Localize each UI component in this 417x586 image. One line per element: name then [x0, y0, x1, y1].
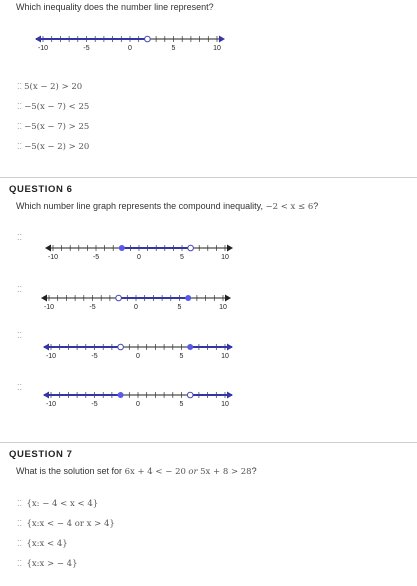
- number-line-graph-d: [42, 388, 234, 408]
- question-prompt: [16, 201, 318, 212]
- closed-point: [187, 344, 193, 350]
- tick-label: -5: [91, 353, 98, 360]
- tick-label: -10: [43, 304, 55, 311]
- closed-point: [119, 245, 125, 251]
- answer-option[interactable]: [17, 284, 24, 294]
- radio-icon[interactable]: ⁚⁚: [17, 82, 23, 91]
- radio-icon[interactable]: ⁚⁚: [17, 331, 23, 340]
- tick-label: -10: [47, 254, 59, 261]
- tick-label: -10: [45, 353, 57, 360]
- open-point: [187, 392, 193, 398]
- tick-label: 10: [219, 304, 227, 311]
- answer-option[interactable]: [17, 498, 98, 509]
- closed-point: [118, 392, 124, 398]
- option-label: −5(x − 7) < 25: [24, 102, 90, 112]
- tick-label: 10: [221, 254, 229, 261]
- left-arrow-icon: [35, 36, 41, 43]
- answer-option[interactable]: [17, 141, 89, 152]
- right-arrow-icon: [219, 36, 225, 43]
- tick-label: 5: [177, 304, 182, 311]
- tick-label: -10: [45, 401, 57, 408]
- right-arrow-icon: [227, 392, 233, 399]
- radio-icon[interactable]: ⁚⁚: [17, 519, 23, 528]
- divider: [0, 177, 417, 178]
- prompt-text: Which number line graph represents the compound inequality,: [16, 201, 263, 211]
- question-title: QUESTION 6: [9, 184, 73, 195]
- question-title: QUESTION 7: [9, 449, 73, 460]
- closed-point: [185, 295, 191, 301]
- divider: [0, 442, 417, 443]
- tick-label: 10: [221, 353, 229, 360]
- answer-option[interactable]: [17, 382, 24, 392]
- right-arrow-icon: [227, 245, 233, 252]
- tick-label: 10: [213, 45, 221, 52]
- tick-label: 0: [134, 304, 138, 311]
- prompt-or: or: [188, 467, 198, 477]
- right-arrow-icon: [225, 295, 231, 302]
- radio-icon[interactable]: ⁚⁚: [17, 102, 23, 111]
- question-prompt: [16, 466, 257, 477]
- tick-label: 5: [171, 45, 176, 52]
- answer-option[interactable]: [17, 121, 89, 132]
- tick-label: 0: [136, 401, 140, 408]
- option-label: {x:x < 4}: [26, 539, 68, 549]
- left-arrow-icon: [41, 295, 47, 302]
- option-label: −5(x − 7) > 25: [24, 122, 90, 132]
- tick-label: 5: [179, 353, 184, 360]
- answer-option[interactable]: [17, 518, 115, 529]
- radio-icon[interactable]: ⁚⁚: [17, 539, 23, 548]
- prompt-end: ?: [251, 466, 257, 476]
- tick-label: 10: [221, 401, 229, 408]
- tick-label: -5: [91, 401, 98, 408]
- left-arrow-icon: [45, 245, 51, 252]
- question-prompt: Which inequality does the number line represent?: [16, 2, 214, 12]
- tick-label: 0: [136, 353, 140, 360]
- open-point: [116, 295, 122, 301]
- option-label: −5(x − 2) > 20: [24, 142, 90, 152]
- option-label: {x: − 4 < x < 4}: [26, 499, 99, 509]
- radio-icon[interactable]: ⁚⁚: [17, 233, 23, 242]
- open-point: [118, 344, 124, 350]
- answer-option[interactable]: [17, 232, 24, 242]
- prompt-math-1: 6x + 4 < − 20: [124, 467, 186, 477]
- open-point: [188, 245, 194, 251]
- radio-icon[interactable]: ⁚⁚: [17, 383, 23, 392]
- number-line-graph-b: [40, 291, 232, 311]
- number-line-graph-c: [42, 340, 234, 360]
- right-arrow-icon: [227, 344, 233, 351]
- option-label: 5(x − 2) > 20: [24, 82, 83, 92]
- tick-label: 0: [128, 45, 132, 52]
- answer-option[interactable]: [17, 538, 68, 549]
- option-label: {x:x < − 4 or x > 4}: [26, 519, 115, 529]
- number-line-graph-a: [44, 241, 234, 261]
- radio-icon[interactable]: ⁚⁚: [17, 285, 23, 294]
- tick-label: -5: [92, 254, 100, 261]
- answer-option[interactable]: [17, 81, 82, 92]
- radio-icon[interactable]: ⁚⁚: [17, 142, 23, 151]
- open-point: [145, 36, 151, 42]
- radio-icon[interactable]: ⁚⁚: [17, 122, 23, 131]
- left-arrow-icon: [43, 392, 49, 399]
- left-arrow-icon: [43, 344, 49, 351]
- prompt-end: ?: [313, 201, 319, 211]
- prompt-math-2: 5x + 8 > 28: [200, 467, 252, 477]
- answer-option[interactable]: [17, 558, 78, 569]
- radio-icon[interactable]: ⁚⁚: [17, 499, 23, 508]
- number-line: [34, 32, 226, 52]
- radio-icon[interactable]: ⁚⁚: [17, 559, 23, 568]
- answer-option[interactable]: [17, 101, 89, 112]
- tick-label: 5: [180, 254, 184, 261]
- tick-label: -5: [83, 45, 90, 52]
- tick-label: 0: [137, 254, 141, 261]
- prompt-text: What is the solution set for: [16, 466, 123, 476]
- tick-label: -10: [37, 45, 49, 52]
- option-label: {x:x > − 4}: [26, 559, 78, 569]
- tick-label: 5: [179, 401, 184, 408]
- tick-label: -5: [89, 304, 96, 311]
- prompt-math: −2 < x ≤ 6: [265, 202, 314, 212]
- answer-option[interactable]: [17, 330, 24, 340]
